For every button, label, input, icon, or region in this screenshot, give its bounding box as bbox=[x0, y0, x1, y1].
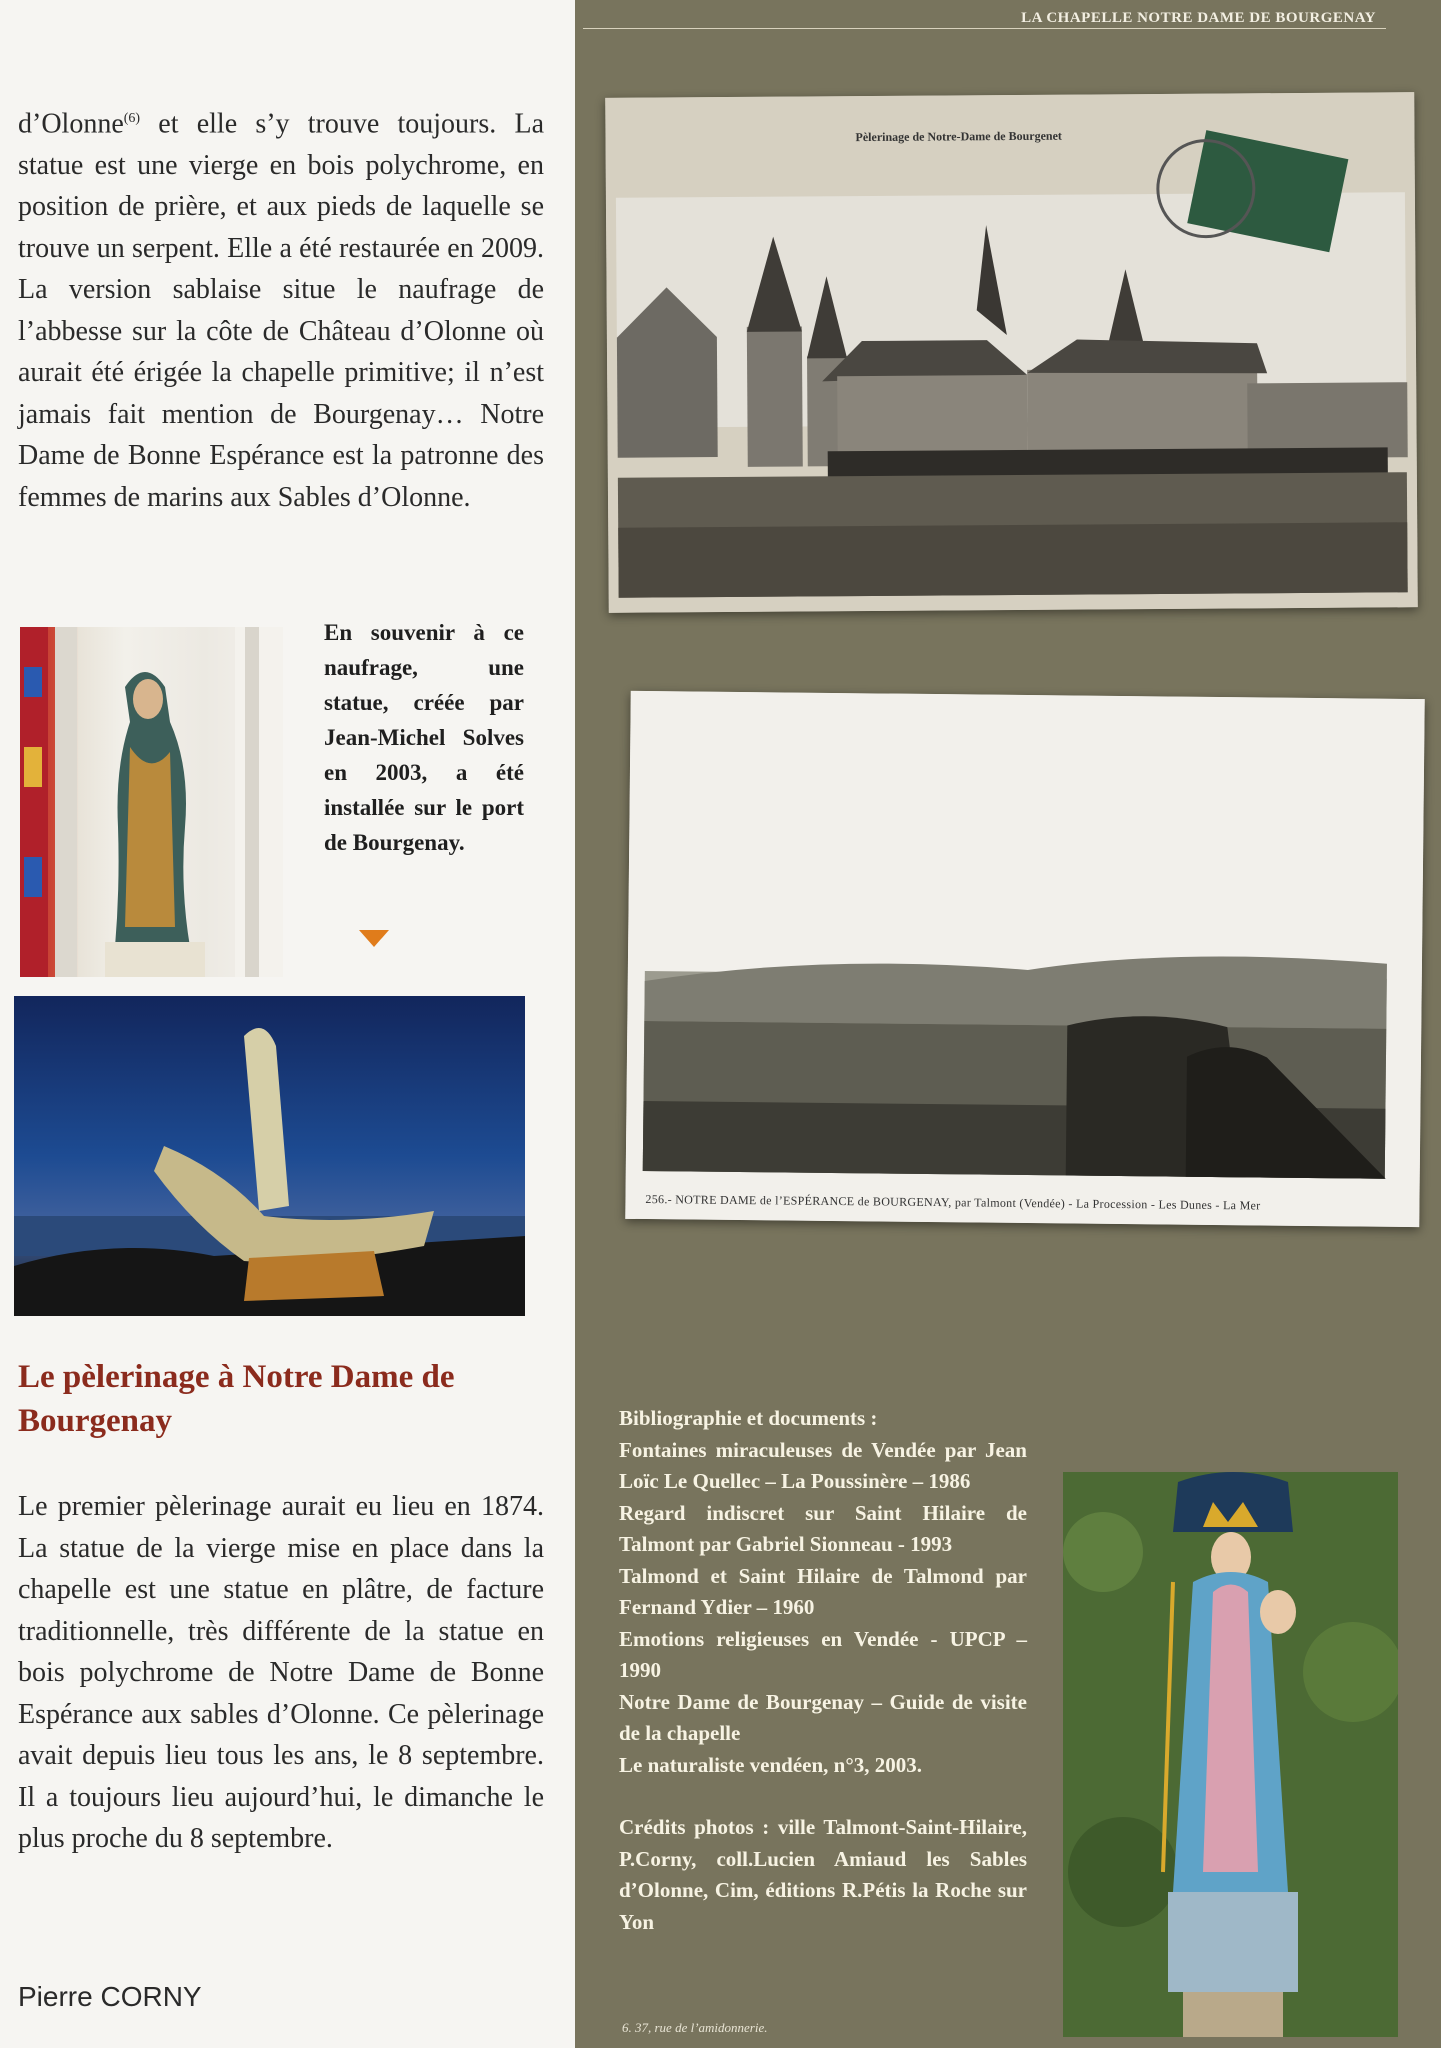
postcard-pilgrimage-chateau bbox=[605, 92, 1418, 613]
bibliography-heading: Bibliographie et documents : bbox=[619, 1406, 878, 1430]
bibliography-item: Regard indiscret sur Saint Hilaire de Talmont par Gabriel Sionneau - 1993 bbox=[619, 1500, 1027, 1556]
statue-caption: En souvenir à ce naufrage, une statue, créée par Jean-Michel Solves en 2003, a été installée sur le port de Bourgenay. bbox=[324, 620, 524, 855]
bibliography-item: Talmond et Saint Hilaire de Talmond par Fernand Ydier – 1960 bbox=[619, 1563, 1027, 1619]
footnote-ref: (6) bbox=[123, 111, 141, 126]
header-rule bbox=[583, 28, 1386, 29]
wooden-virgin-statue-photo bbox=[20, 627, 283, 977]
section-title: Le pèlerinage à Notre Dame de Bourgenay bbox=[18, 1359, 455, 1439]
author-name: Pierre CORNY bbox=[18, 1981, 202, 2012]
pilgrimage-paragraph: Le premier pèlerinage aurait eu lieu en 1874. La statue de la vierge mise en place dans la chapelle est une statue en plâtre, de facture traditionnelle, très différente de la statue en bois polychrome de Notre Dame de Bonne Espérance aux sables d’Olonne. Ce pèlerinage avait depuis lieu tous les ans, le 8 septembre. Il a toujours lieu aujourd’hui, le dimanche le plus proche du 8 septembre. bbox=[18, 1491, 544, 1854]
bibliography bbox=[619, 1403, 1027, 1938]
intro-paragraph: d’Olonne$^{(6)}$ et elle s’y trouve toujours. La statue est une vierge en bois polychrome, en position de prière, et aux pieds de laquelle se trouve un serpent. Elle a été restaurée en 2009. La version sablaise situe le naufrage de l’abbesse sur la côte de Château d’Olonne où aurait été érigée la chapelle primitive; il n’est jamais fait mention de Bourgenay… Notre Dame de Bonne Espérance est la patronne des femmes de marins aux Sables d’Olonne. bbox=[18, 108, 544, 513]
bibliography-item: Fontaines miraculeuses de Vendée par Jean Loïc Le Quellec – La Poussinère – 1986 bbox=[619, 1437, 1027, 1493]
postcard-procession-dunes bbox=[625, 691, 1424, 1227]
bibliography-item: Emotions religieuses en Vendée - UPCP – 1990 bbox=[619, 1626, 1027, 1682]
down-arrow-icon bbox=[359, 930, 389, 947]
port-sculpture-photo bbox=[14, 996, 525, 1316]
madonna-statue-photo bbox=[1063, 1472, 1398, 2037]
postcard-title: Pèlerinage de Notre-Dame de Bourgenet bbox=[855, 128, 1062, 145]
bibliography-item: Notre Dame de Bourgenay – Guide de visite de la chapelle bbox=[619, 1689, 1027, 1745]
running-header: LA CHAPELLE NOTRE DAME DE BOURGENAY bbox=[1021, 10, 1376, 26]
footnote: 6. 37, rue de l’amidonnerie. bbox=[622, 2020, 768, 2035]
bibliography-item: Le naturaliste vendéen, n°3, 2003. bbox=[619, 1752, 922, 1777]
photo-credits: Crédits photos : ville Talmont-Saint-Hilaire, P.Corny, coll.Lucien Amiaud les Sables d’Olonne, Cim, éditions R.Pétis la Roche sur Yon bbox=[619, 1815, 1027, 1934]
postcard-caption: 256.- NOTRE DAME de l’ESPÉRANCE de BOURGENAY, par Talmont (Vendée) - La Procession - Les Dunes - La Mer bbox=[645, 1192, 1261, 1213]
